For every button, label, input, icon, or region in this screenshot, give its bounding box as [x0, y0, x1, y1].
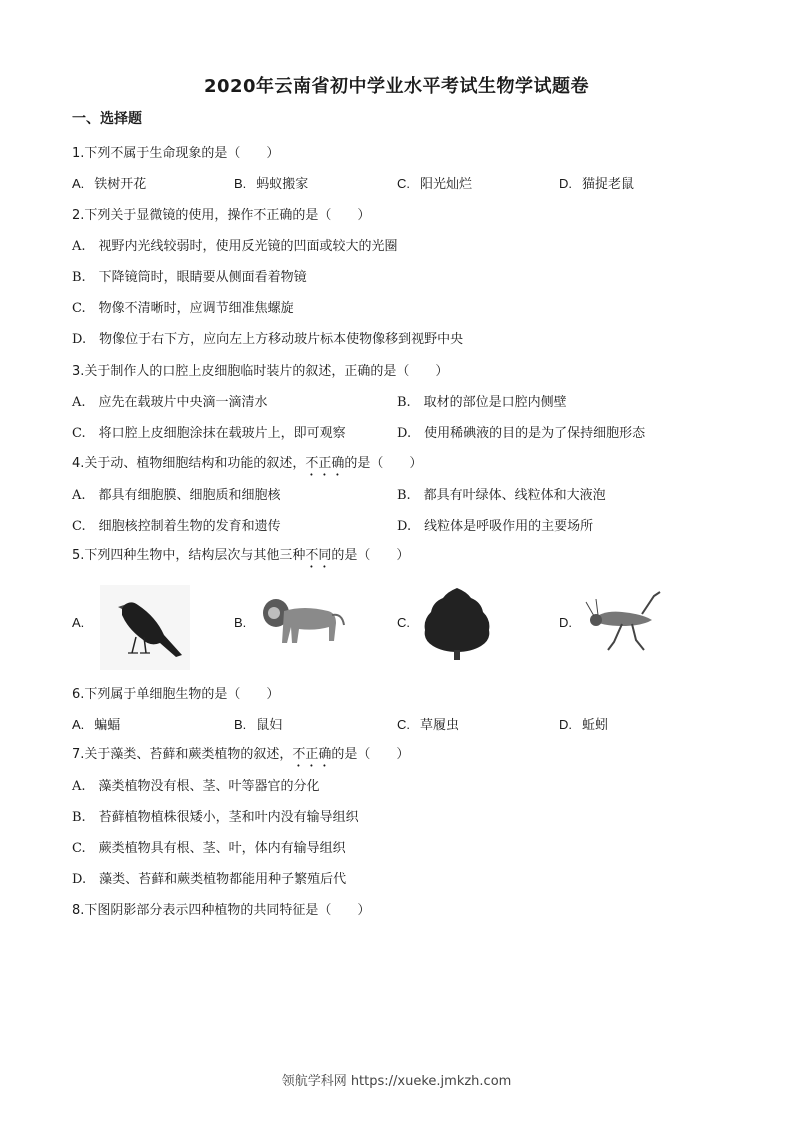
q4-option-b[interactable]: B. 都具有叶绿体、线粒体和大液泡: [397, 488, 606, 503]
option-text: 鼠妇: [256, 718, 283, 733]
question-3-stem: 3.关于制作人的口腔上皮细胞临时装片的叙述，正确的是（ ）: [72, 364, 449, 379]
q6-option-a[interactable]: [72, 714, 120, 733]
q2-option-b[interactable]: B. 下降镜筒时，眼睛要从侧面看着物镜: [72, 270, 307, 285]
option-letter: D.: [559, 717, 572, 732]
stem-text: 4.关于动、植物细胞结构和功能的叙述，: [72, 456, 306, 471]
q7-option-b[interactable]: B. 苔藓植物植株很矮小，茎和叶内没有输导组织: [72, 810, 359, 825]
q3-option-b[interactable]: B. 取材的部位是口腔内侧壁: [397, 395, 567, 410]
page-title: 2020年云南省初中学业水平考试生物学试题卷: [203, 76, 590, 97]
stem-text: 的是（ ）: [344, 456, 423, 471]
emphasized-text: 不正确: [292, 747, 332, 762]
q6-option-c[interactable]: [397, 714, 459, 733]
option-letter: C.: [397, 717, 410, 732]
bird-icon: [100, 585, 190, 670]
q1-option-d[interactable]: [559, 173, 634, 192]
footer-watermark: 领航学科网 https://xueke.jmkzh.com: [281, 1074, 512, 1089]
q2-option-d[interactable]: D. 物像位于右下方，应向左上方移动玻片标本使物像移到视野中央: [72, 332, 464, 347]
option-text: 蝙蝠: [94, 718, 121, 733]
q4-option-a[interactable]: A. 都具有细胞膜、细胞质和细胞核: [72, 488, 281, 503]
q1-option-a[interactable]: [72, 173, 146, 192]
question-7-stem: [72, 743, 409, 770]
question-6-stem: 6.下列属于单细胞生物的是（ ）: [72, 687, 280, 702]
option-text: 阳光灿烂: [420, 177, 473, 192]
q2-option-a[interactable]: A. 视野内光线较弱时，使用反光镜的凹面或较大的光圈: [72, 239, 398, 254]
option-text: 蚯蚓: [582, 718, 609, 733]
q7-option-c[interactable]: C. 蕨类植物具有根、茎、叶，体内有输导组织: [72, 841, 346, 856]
grasshopper-icon: [582, 590, 662, 655]
question-8-stem: 8.下图阴影部分表示四种植物的共同特征是（ ）: [72, 903, 371, 918]
emphasized-text: 不正确: [305, 456, 345, 471]
tree-icon: [420, 584, 495, 662]
section-heading: 一、选择题: [72, 111, 142, 127]
q2-option-c[interactable]: C. 物像不清晰时，应调节细准焦螺旋: [72, 301, 294, 316]
stem-text: 的是（ ）: [331, 747, 410, 762]
option-letter: B.: [234, 615, 247, 630]
q3-option-d[interactable]: D. 使用稀碘液的目的是为了保持细胞形态: [397, 426, 646, 441]
option-text: 猫捉老鼠: [582, 177, 635, 192]
q5-option-a[interactable]: [72, 615, 94, 631]
question-1-stem: 1.下列不属于生命现象的是（ ）: [72, 146, 280, 161]
stem-text: 7.关于藻类、苔藓和蕨类植物的叙述，: [72, 747, 293, 762]
option-text: 蚂蚁搬家: [256, 177, 309, 192]
option-letter: C.: [397, 176, 410, 191]
stem-text: 5.下列四种生物中，结构层次与其他三种: [72, 548, 306, 563]
q1-option-c[interactable]: [397, 173, 472, 192]
option-letter: A.: [72, 717, 85, 732]
emphasized-text: 不同: [305, 548, 332, 563]
q4-option-d[interactable]: D. 线粒体是呼吸作用的主要场所: [397, 519, 594, 534]
option-letter: A.: [72, 615, 85, 630]
q5-option-c[interactable]: [397, 615, 420, 631]
question-4-stem: [72, 452, 422, 479]
stem-text: 的是（ ）: [331, 548, 410, 563]
option-letter: D.: [559, 176, 572, 191]
q6-option-d[interactable]: [559, 714, 608, 733]
option-letter: B.: [234, 176, 247, 191]
q6-option-b[interactable]: [234, 714, 282, 733]
option-text: 草履虫: [420, 718, 460, 733]
question-5-stem: [72, 544, 409, 571]
q3-option-a[interactable]: A. 应先在载玻片中央滴一滴清水: [72, 395, 268, 410]
q5-option-b[interactable]: [234, 615, 256, 631]
question-2-stem: 2.下列关于显微镜的使用，操作不正确的是（ ）: [72, 208, 371, 223]
q3-option-c[interactable]: C. 将口腔上皮细胞涂抹在载玻片上，即可观察: [72, 426, 346, 441]
q1-option-b[interactable]: [234, 173, 308, 192]
option-letter: D.: [559, 615, 572, 630]
option-letter: C.: [397, 615, 410, 630]
q7-option-a[interactable]: A. 藻类植物没有根、茎、叶等器官的分化: [72, 779, 320, 794]
q5-option-d[interactable]: [559, 615, 582, 631]
option-letter: B.: [234, 717, 247, 732]
option-text: 铁树开花: [94, 177, 147, 192]
q7-option-d[interactable]: D. 藻类、苔藓和蕨类植物都能用种子繁殖后代: [72, 872, 347, 887]
q4-option-c[interactable]: C. 细胞核控制着生物的发育和遗传: [72, 519, 281, 534]
lion-icon: [260, 593, 348, 653]
option-letter: A.: [72, 176, 85, 191]
